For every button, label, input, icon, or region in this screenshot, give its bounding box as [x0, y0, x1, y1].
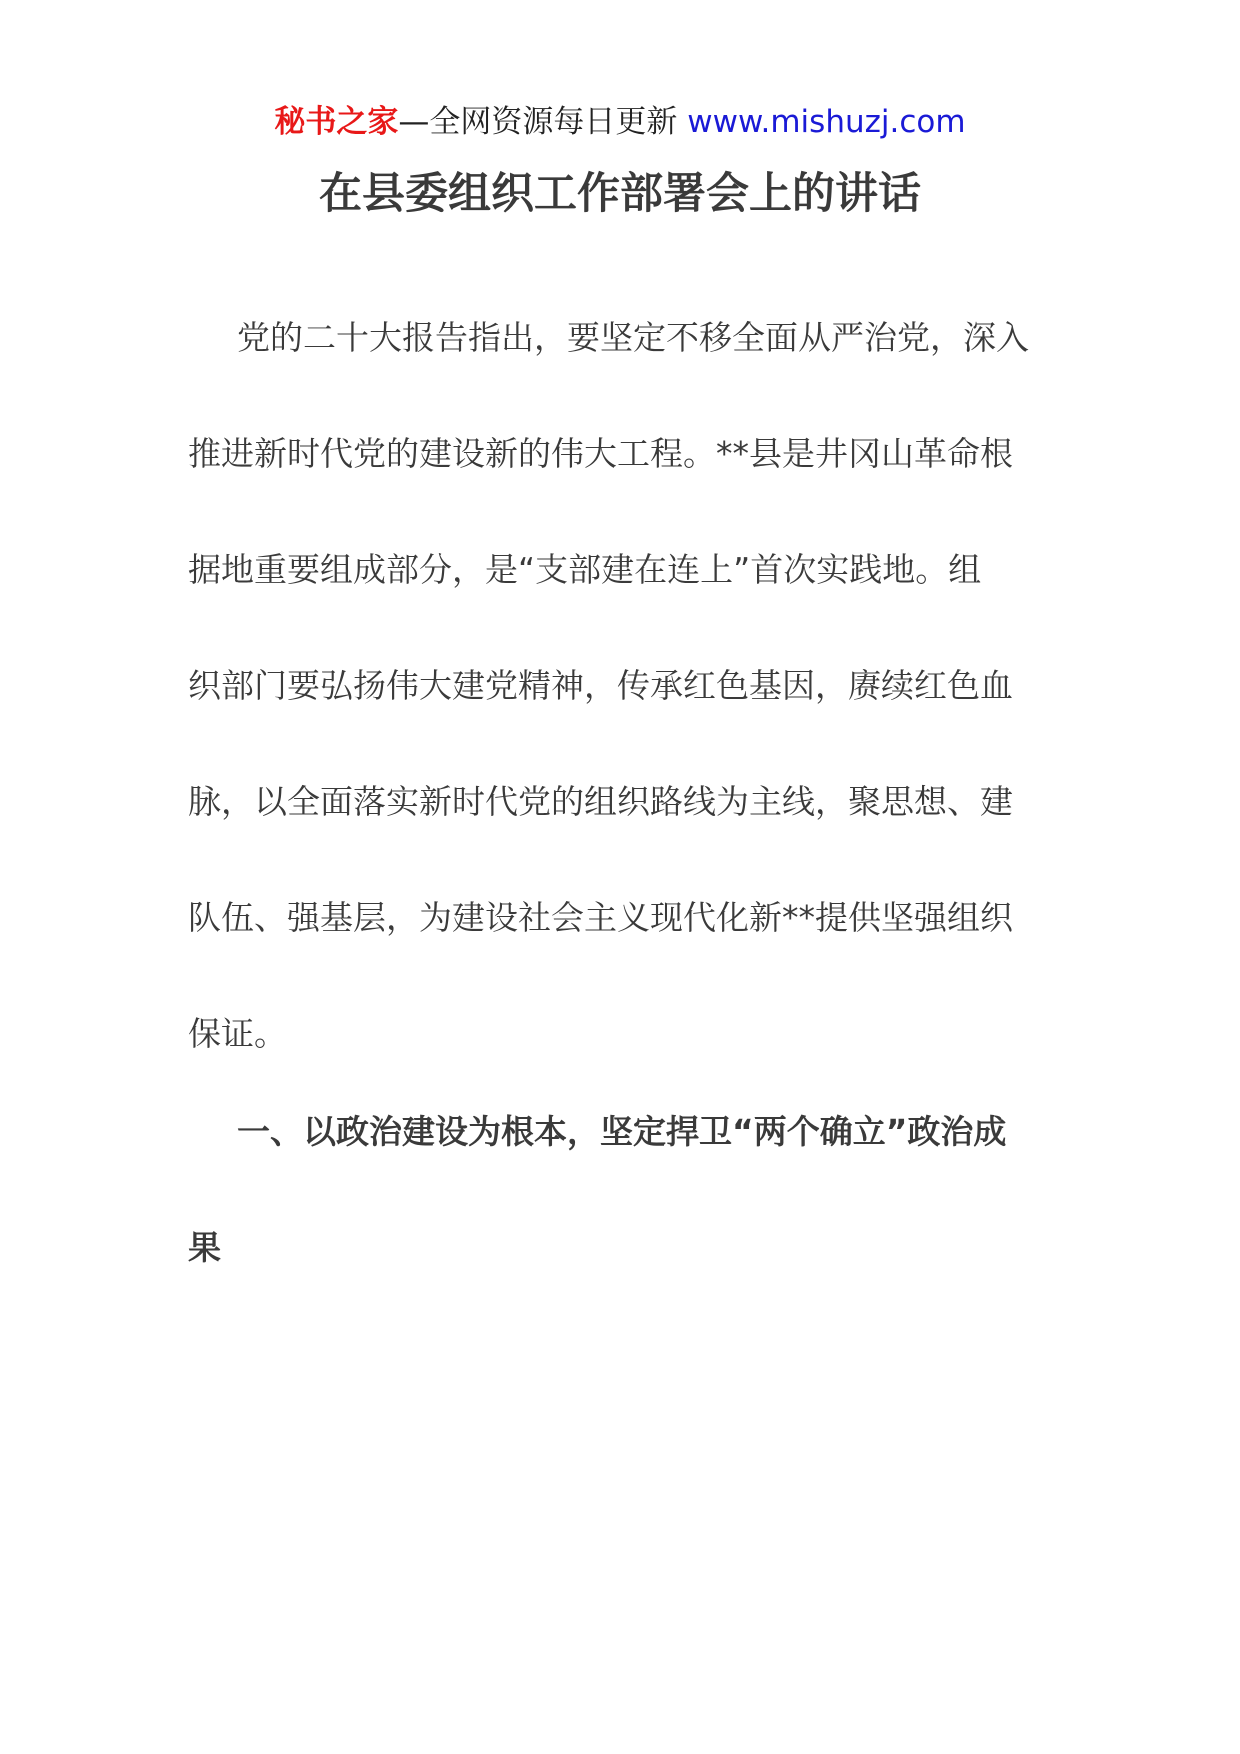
paragraph-line: 推进新时代党的建设新的伟大工程。**县是井冈山革命根 [188, 434, 1013, 473]
paragraph-line: 保证。 [188, 1014, 287, 1053]
paragraph-line: 据地重要组成部分，是“支部建在连上”首次实践地。组 [188, 550, 982, 589]
section-heading-line: 一、以政治建设为根本，坚定捍卫“两个确立”政治成 [237, 1112, 1007, 1151]
site-url-link[interactable]: www.mishuzj.com [687, 104, 966, 140]
paragraph-line: 队伍、强基层，为建设社会主义现代化新**提供坚强组织 [188, 898, 1013, 937]
paragraph-line: 党的二十大报告指出，要坚定不移全面从严治党，深入 [237, 318, 1029, 357]
paragraph-line: 脉，以全面落实新时代党的组织路线为主线，聚思想、建 [188, 782, 1013, 821]
paragraph-line: 织部门要弘扬伟大建党精神，传承红色基因，赓续红色血 [188, 666, 1013, 705]
section-heading-line: 果 [188, 1228, 221, 1267]
site-brand: 秘书之家 [274, 104, 399, 140]
site-header [0, 100, 1240, 144]
site-tagline: —全网资源每日更新 [398, 104, 688, 140]
document-title: 在县委组织工作部署会上的讲话 [319, 169, 921, 219]
